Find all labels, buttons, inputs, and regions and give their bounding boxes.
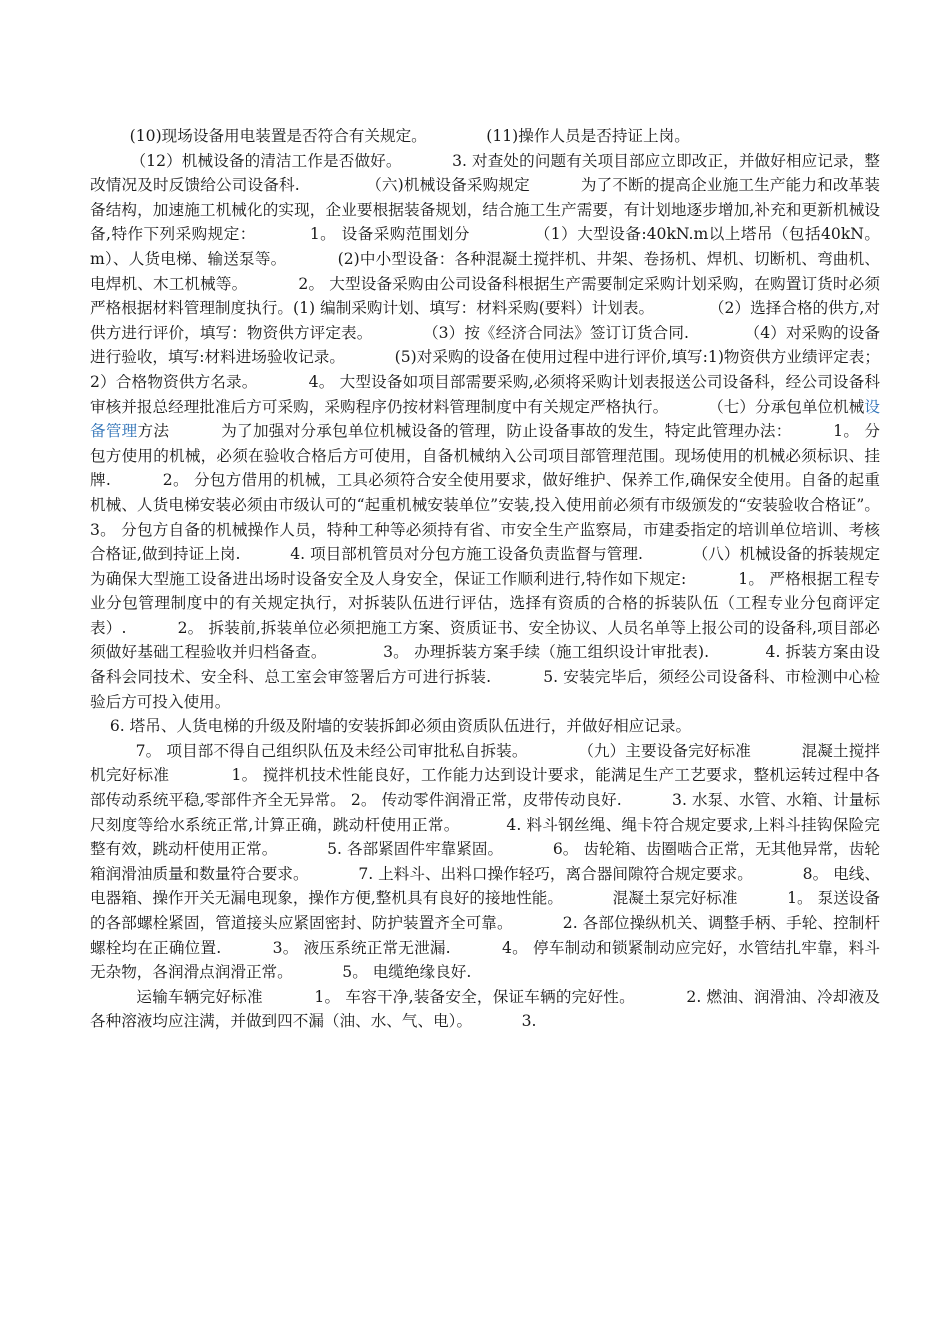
paragraph-text: (10)现场设备用电装置是否符合有关规定。 (11)操作人员是否持证上岗。 (90, 127, 690, 145)
paragraph-text: （12）机械设备的清洁工作是否做好。 3. 对查处的问题有关项目部应立即改正，并做好相应记录，整改情况及时反馈给公司设备科. （六)机械设备采购规定 为了不断的提高企业施工生产能力和改革装备结构，加速施工机械化的实现，企业要根据装备规划，结合施工生产需要，有计划地逐步增加,补充和更新机械设备,特作下列采购规定： 1。 设备采购范围划分 （1）大型设备:40kN.m以上塔吊（包括40kN。m）、人货电梯、输送泵等。 (2)中小型设备：各种混凝土搅拌机、井架、卷扬机、焊机、切断机、弯曲机、电焊机、木工机械等。 2。 大型设备采购由公司设备科根据生产需要制定采购计划采购，在购置订货时必须严格根据材料管理制度执行。(1) 编制采购计划、填写：材料采购(要料）计划表。 （2）选择合格的供方,对供方进行评价，填写：物资供方评定表。 （3）按《经济合同法》签订订货合同. （4）对采购的设备进行验收，填写:材料进场验收记录。 (5)对采购的设备在使用过程中进行评价,填写:1)物资供方业绩评定表；2）合格物资供方名录。 4。 大型设备如项目部需要采购,必须将采购计划表报送公司设备科，经公司设备科审核并报总经理批准后方可采购，采购程序仍按材料管理制度中有关规定严格执行。 （七）分承包单位机械 (90, 151, 881, 416)
document-paragraph (90, 714, 880, 739)
paragraph-text: 7。 项目部不得自己组织队伍及未经公司审批私自拆装。 （九）主要设备完好标准 混凝土搅拌机完好标准 1。 搅拌机技术性能良好，工作能力达到设计要求，能满足生产工艺要求，整机运转过程中各部传动系统平稳,零部件齐全无异常。 2。 传动零件润滑正常，皮带传动良好. 3. 水泵、水管、水箱、计量标尺刻度等给水系统正常,计算正确，跳动杆使用正常。 4. 料斗钢丝绳、绳卡符合规定要求,上料斗挂钩保险完整有效，跳动杆使用正常。 5. 各部紧固件牢靠紧固。 6。 齿轮箱、齿圈啮合正常，无其他异常，齿轮箱润滑油质量和数量符合要求。 7. 上料斗、出料口操作轻巧，离合器间隙符合规定要求。 8。 电线、电器箱、操作开关无漏电现象，操作方便,整机具有良好的接地性能。 混凝土泵完好标准 1。 泵送设备的各部螺栓紧固，管道接头应紧固密封、防护装置齐全可靠。 2. 各部位操纵机关、调整手柄、手轮、控制杆螺栓均在正确位置. 3。 液压系统正常无泄漏. 4。 停车制动和锁紧制动应完好，水管结扎牢靠，料斗无杂物，各润滑点润滑正常。 5。 电缆绝缘良好. (90, 741, 880, 982)
document-paragraph (90, 149, 935, 715)
document-paragraph (90, 739, 880, 985)
document-paragraph (90, 985, 880, 1034)
document-paragraph (90, 124, 880, 149)
paragraph-text: 方法 为了加强对分承包单位机械设备的管理，防止设备事故的发生，特定此管理办法： 1。 分包方使用的机械，必须在验收合格后方可使用，自备机械纳入公司项目部管理范围。现场使用的机械必须标识、挂牌. 2。 分包方借用的机械，工具必须符合安全使用要求，做好维护、保养工作,确保安全使用。自备的起重机械、人货电梯安装必须由市级认可的“起重机械安装单位”安装,投入使用前必须有市级颁发的“安装验收合格证”。 3。 分包方自备的机械操作人员，特种工种等必须持有省、市安全生产监察局，市建委指定的培训单位培训、考核合格证,做到持证上岗. 4. 项目部机管员对分包方施工设备负责监督与管理. （八）机械设备的拆装规定 为确保大型施工设备进出场时设备安全及人身安全，保证工作顺利进行,特作如下规定: 1。 严格根据工程专业分包管理制度中的有关规定执行，对拆装队伍进行评估，选择有资质的合格的拆装队伍（工程专业分包商评定表）. 2。 拆装前,拆装单位必须把施工方案、资质证书、安全协议、人员名单等上报公司的设备科,项目部必须做好基础工程验收并归档备查。 3。 办理拆装方案手续（施工组织设计审批表). 4. 拆装方案由设备科会同技术、安全科、总工室会审签署后方可进行拆装. 5. 安装完毕后，须经公司设备科、市检测中心检验后方可投入使用。 (90, 422, 935, 711)
paragraph-text: 6. 塔吊、人货电梯的升级及附墙的安装拆卸必须由资质队伍进行，并做好相应记录。 (90, 717, 692, 736)
document-body (90, 124, 935, 1034)
equipment-management-link[interactable]: 设备管理 (90, 397, 880, 441)
paragraph-text: 运输车辆完好标准 1。 车容干净,装备安全，保证车辆的完好性。 2. 燃油、润滑油、冷却液及各种溶液均应注满，并做到四不漏（油、水、气、电）。 3. (90, 987, 880, 1031)
